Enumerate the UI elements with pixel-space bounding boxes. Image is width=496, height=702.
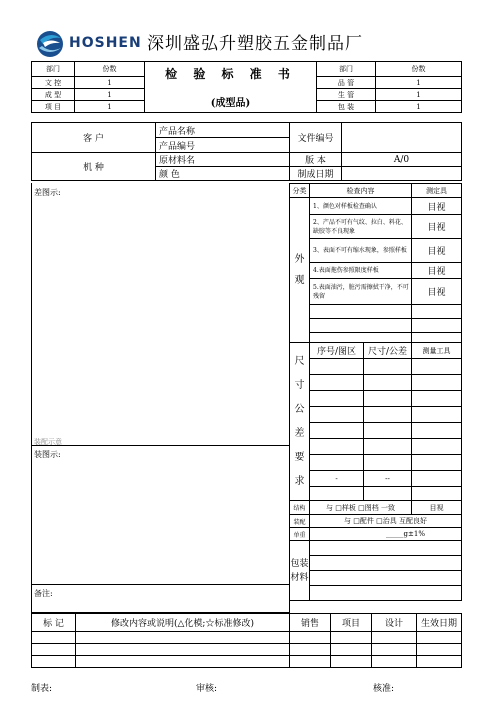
copies-cell-right: 1	[376, 77, 462, 89]
dept-cell: 项 目	[32, 101, 75, 113]
empty-cell	[412, 391, 462, 407]
packing-row	[310, 541, 462, 556]
divider	[32, 445, 289, 446]
structure-label: 结构	[290, 501, 310, 515]
empty-cell	[310, 319, 412, 333]
check-item: 1、颜色对样板检查确认	[310, 198, 412, 215]
date-label: 制成日期	[290, 167, 342, 181]
distribution-table	[31, 61, 462, 113]
customer-label: 客 户	[32, 123, 156, 153]
company-logo	[33, 26, 163, 62]
empty-cell	[310, 423, 364, 439]
weight-text: _____g±1%	[310, 528, 462, 541]
revision-row	[32, 644, 462, 656]
empty-cell	[364, 487, 412, 501]
weight-label: 单重	[290, 528, 310, 541]
copies-header-right: 份数	[376, 62, 462, 77]
empty-cell	[310, 391, 364, 407]
revision-row	[32, 656, 462, 668]
dept-cell-right: 生 管	[317, 89, 376, 101]
check-tool: 目视	[412, 263, 462, 279]
copies-header: 份数	[75, 62, 145, 77]
copies-cell: 1	[75, 89, 145, 101]
revision-table	[31, 613, 462, 668]
rev-mark-header: 标 记	[32, 614, 76, 632]
rev-project-header: 项目	[331, 614, 372, 632]
copies-cell-right: 1	[376, 89, 462, 101]
doc-title-cell	[145, 62, 317, 113]
copies-cell: 1	[75, 101, 145, 113]
empty-cell	[310, 487, 364, 501]
material-label: 原材料名	[156, 153, 290, 167]
empty-cell	[310, 305, 412, 319]
copies-cell-right: 1	[376, 101, 462, 113]
empty-cell	[310, 333, 412, 343]
measure-tool-header: 测量工具	[412, 343, 462, 359]
empty-cell	[364, 455, 412, 471]
tool-header: 测定具	[412, 184, 462, 198]
empty-cell	[310, 455, 364, 471]
empty-cell	[364, 423, 412, 439]
color-label: 颜 色	[156, 167, 290, 181]
logo-text: HOSHEN	[69, 35, 142, 51]
assembly-text: 与 □配件 □治具 互配良好	[310, 515, 462, 528]
dim-dash: -	[310, 471, 364, 487]
empty-cell	[412, 439, 462, 455]
empty-cell	[412, 319, 462, 333]
empty-cell	[364, 439, 412, 455]
check-tool: 目视	[412, 279, 462, 305]
date-value[interactable]	[342, 167, 462, 181]
empty-cell	[412, 471, 462, 487]
check-item: 4.表面拖伤参照限度样板	[310, 263, 412, 279]
dept-cell: 成 型	[32, 89, 75, 101]
assembly-label: 装配	[290, 515, 310, 528]
dept-cell-right: 品 管	[317, 77, 376, 89]
empty-cell	[364, 375, 412, 391]
empty-cell	[310, 359, 364, 375]
check-tool: 目视	[412, 198, 462, 215]
empty-cell	[412, 333, 462, 343]
appearance-category: 外观	[290, 198, 310, 343]
check-tool: 目视	[412, 239, 462, 263]
doc-no-label: 文件编号	[290, 123, 342, 153]
dim-header: 尺寸/公差	[364, 343, 412, 359]
empty-cell	[412, 423, 462, 439]
empty-cell	[310, 407, 364, 423]
approved-by-label: 核准:	[373, 684, 395, 694]
rev-design-header: 设计	[372, 614, 417, 632]
drawing-area	[31, 183, 290, 613]
inspection-table	[289, 183, 462, 601]
empty-cell	[412, 407, 462, 423]
packing-label: 包装材料	[290, 541, 310, 601]
copies-cell: 1	[75, 77, 145, 89]
seq-header: 序号/图区	[310, 343, 364, 359]
check-item: 5.表面油污，脏污需擦拭干净，不可残留	[310, 279, 412, 305]
empty-cell	[364, 359, 412, 375]
empty-cell	[364, 391, 412, 407]
version-label: 版 本	[290, 153, 342, 167]
product-info-table	[31, 122, 462, 181]
rev-content-header: 修改内容或说明(△化模;☆标准修改)	[76, 614, 290, 632]
content-header: 检查内容	[310, 184, 412, 198]
rev-date-header: 生效日期	[417, 614, 462, 632]
structure-tool: 目视	[412, 501, 462, 515]
check-item: 3、表面不可有缩水现象，参照样板	[310, 239, 412, 263]
empty-cell	[412, 487, 462, 501]
empty-cell	[310, 439, 364, 455]
divider	[32, 584, 289, 585]
empty-cell	[310, 375, 364, 391]
packing-row	[310, 556, 462, 571]
dept-header-right: 部门	[317, 62, 376, 77]
product-name-label: 产品名称	[156, 123, 290, 138]
empty-cell	[412, 359, 462, 375]
dept-header: 部门	[32, 62, 75, 77]
revision-row	[32, 632, 462, 644]
version-value: A/0	[342, 153, 462, 167]
empty-cell	[412, 455, 462, 471]
doc-no-value[interactable]	[342, 123, 462, 153]
dimension-category: 尺寸公差要求	[290, 343, 310, 501]
rev-sales-header: 销售	[290, 614, 331, 632]
dept-cell: 文 控	[32, 77, 75, 89]
doc-subtitle: (成型品)	[210, 98, 251, 109]
dim-dash: --	[364, 471, 412, 487]
dept-cell-right: 包 装	[317, 101, 376, 113]
empty-cell	[412, 305, 462, 319]
remarks-label: 备注:	[34, 589, 53, 598]
empty-cell	[412, 375, 462, 391]
packing-row	[310, 571, 462, 586]
company-name: 深圳盛弘升塑胶五金制品厂	[147, 34, 363, 54]
packing-row	[310, 586, 462, 601]
check-item: 2、产品不可有气纹、拉白、料花、缺胶等不良现象	[310, 215, 412, 239]
product-no-label: 产品编号	[156, 138, 290, 153]
overlay-label: 装配示意	[34, 438, 62, 446]
empty-cell	[364, 407, 412, 423]
made-by-label: 制表:	[31, 684, 53, 694]
check-tool: 目视	[412, 215, 462, 239]
outline-diagram-label: 差图示:	[34, 188, 61, 197]
assembly-diagram-label: 装图示:	[34, 450, 61, 459]
category-header: 分类	[290, 184, 310, 198]
model-label: 机 种	[32, 153, 156, 181]
reviewed-by-label: 审核:	[196, 684, 218, 694]
structure-text: 与 □样板 □图档 一致	[310, 501, 412, 515]
doc-title: 检 验 标 准 书	[165, 67, 296, 81]
